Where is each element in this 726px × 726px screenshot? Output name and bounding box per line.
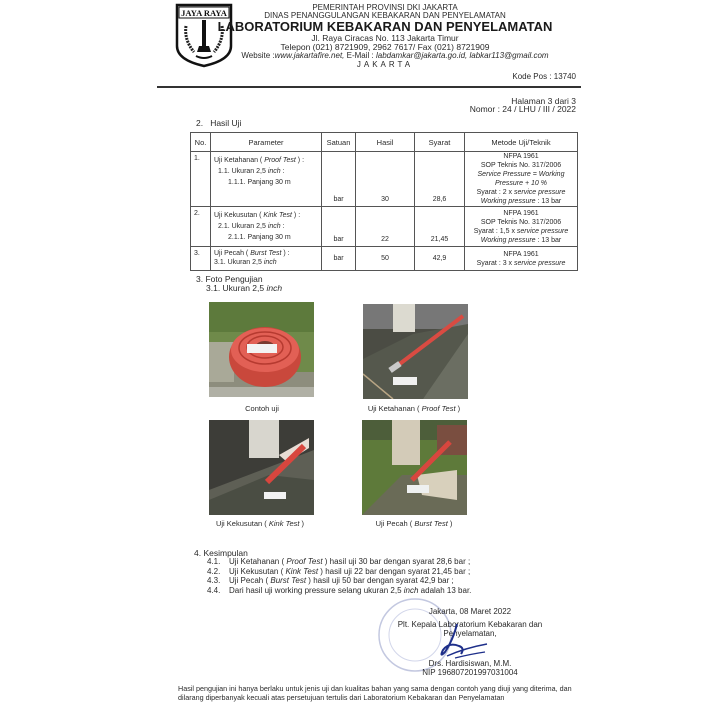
- conclusion-text: ) hasil uji 22 bar dengan syarat 21,45 bar ;: [318, 566, 471, 576]
- param-italic: Proof Test: [264, 157, 296, 164]
- header-lab-title: LABORATORIUM KEBAKARAN DAN PENYELAMATAN: [217, 19, 553, 34]
- row-result: 50: [356, 247, 415, 271]
- conclusion-text: adalah 13 bar.: [418, 585, 472, 595]
- row-parameter: [211, 207, 322, 247]
- row-no: 1.: [191, 152, 211, 207]
- jaya-raya-crest-logo: [174, 2, 234, 68]
- method-syarat: Syarat : 2 x: [476, 189, 514, 196]
- caption-text: ): [455, 404, 461, 413]
- conclusion-item: [207, 567, 471, 577]
- email-label: E-Mail :: [344, 51, 376, 60]
- page-indicator: Halaman 3 dari 3: [511, 96, 576, 106]
- col-syarat: Syarat: [415, 133, 465, 152]
- signature-title-line2: Penyelamatan,: [443, 629, 497, 638]
- header-government: PEMERINTAH PROVINSI DKI JAKARTA: [312, 3, 458, 12]
- footer-disclaimer: Hasil pengujian ini hanya berlaku untuk jenis uji dan kualitas bahan yang sama dengan contoh yang diuji yang diterima, dan dilarang diperbanyak kecuali atas persetujuan tertulis dari Laboratorium Kebakaran dan Penyelamatan: [178, 684, 572, 702]
- method-working: : 13 bar: [535, 236, 562, 244]
- caption-burst-test: [344, 519, 484, 528]
- conclusion-text: ) hasil uji 50 bar dengan syarat 42,9 bar ;: [306, 576, 454, 585]
- conclusion-item: [207, 586, 471, 596]
- param-subsub: 1.1.1. Panjang 30 m: [228, 179, 291, 186]
- header-address: Jl. Raya Ciracas No. 113 Jakarta Timur: [311, 33, 459, 43]
- document-number: Nomor : 24 / LHU / III / 2022: [469, 104, 576, 114]
- method-italic: Pressure + 10 %: [495, 180, 547, 187]
- conclusion-text: Uji Kekusutan (: [229, 566, 286, 576]
- param-subsub: 2.1.1. Panjang 30 m: [228, 234, 291, 241]
- param-main: Uji Ketahanan (: [214, 157, 265, 164]
- conclusion-text: Dari hasil uji working pressure selang ukuran 2,5: [229, 585, 404, 595]
- method-syarat: Syarat : 1,5 x: [473, 227, 517, 235]
- conclusion-number: 4.1.: [207, 557, 221, 566]
- method-syarat: Syarat : 3 x: [476, 259, 514, 267]
- section3-sub-italic: inch: [266, 283, 283, 293]
- section2-heading: [196, 118, 241, 128]
- photo-sample-hose: [209, 302, 314, 397]
- conclusion-item: [207, 557, 471, 567]
- param-sub-italic: inch: [263, 259, 277, 266]
- section3-sub: [206, 283, 282, 293]
- method-syarat-italic: service pressure: [514, 259, 566, 267]
- postcode: Kode Pos : 13740: [512, 72, 576, 81]
- conclusion-text: ) hasil uji 30 bar dengan syarat 28,6 bar ;: [322, 557, 471, 566]
- conclusion-number: 4.3.: [207, 576, 221, 585]
- caption-italic: Proof Test: [421, 404, 456, 413]
- col-hasil: Hasil: [356, 133, 415, 152]
- section3-heading: 3. Foto Pengujian: [196, 274, 263, 284]
- caption-text: Uji Ketahanan (: [367, 404, 422, 413]
- row-method: [465, 152, 578, 207]
- param-sub: 2.1. Ukuran 2,5: [218, 223, 268, 230]
- param-end: ) :: [295, 157, 305, 164]
- caption-text: Uji Kekusutan (: [215, 519, 269, 528]
- table-header-row: [191, 133, 578, 152]
- row-parameter: [211, 247, 322, 271]
- caption-italic: Kink Test: [268, 519, 300, 528]
- col-satuan: Satuan: [322, 133, 356, 152]
- table-row: [191, 207, 578, 247]
- conclusion-item: [207, 576, 471, 586]
- param-sub: 1.1. Ukuran 2,5: [218, 168, 268, 175]
- photo-burst-test: [362, 420, 467, 515]
- param-sub: 3.1. Ukuran 2,5: [214, 259, 264, 266]
- method-working-italic: Working pressure: [480, 198, 536, 205]
- caption-text: Uji Pecah (: [375, 519, 415, 528]
- caption-italic: Burst Test: [414, 519, 448, 528]
- conclusion-text: Uji Ketahanan (: [229, 557, 287, 566]
- signature-title-line1: Plt. Kepala Laboratorium Kebakaran dan: [397, 620, 543, 629]
- table-row: [191, 247, 578, 271]
- param-italic: Kink Test: [263, 212, 292, 219]
- caption-text: ): [299, 519, 305, 528]
- col-metode: Metode Uji/Teknik: [465, 133, 578, 152]
- param-sub-end: :: [280, 168, 285, 175]
- method-italic: Service Pressure = Working: [477, 171, 565, 178]
- param-sub-italic: inch: [267, 168, 281, 175]
- section4-heading: 4. Kesimpulan: [194, 548, 248, 558]
- conclusion-number: 4.2.: [207, 566, 221, 576]
- conclusion-number: 4.4.: [207, 585, 221, 595]
- param-end: ) :: [291, 212, 301, 219]
- row-requirement: 42,9: [415, 247, 465, 271]
- method-line: SOP Teknis No. 317/2006: [480, 162, 562, 169]
- conclusion-text: Uji Pecah (: [229, 576, 271, 585]
- email-link[interactable]: labdamkar@jakarta.go.id, labkar113@gmail.com: [375, 51, 549, 60]
- row-requirement: 21,45: [415, 207, 465, 247]
- row-result: 22: [356, 207, 415, 247]
- row-no: 3.: [191, 247, 211, 271]
- header-phone: Telepon (021) 8721909, 2962 7617/ Fax (021) 8721909: [280, 42, 490, 52]
- conclusion-italic: Proof Test: [286, 557, 323, 566]
- caption-sample: Contoh uji: [245, 404, 279, 413]
- col-no: No.: [191, 133, 211, 152]
- header-divider: [157, 86, 581, 88]
- row-unit: bar: [322, 207, 356, 247]
- param-end: ) :: [281, 250, 290, 257]
- row-parameter: [211, 152, 322, 207]
- row-no: 2.: [191, 207, 211, 247]
- method-line: SOP Teknis No. 317/2006: [480, 218, 562, 226]
- row-method: [465, 207, 578, 247]
- param-sub-italic: inch: [267, 223, 281, 230]
- row-requirement: 28,6: [415, 152, 465, 207]
- param-sub-end: :: [280, 223, 285, 230]
- caption-text: ): [447, 519, 453, 528]
- website-label: Website :: [241, 51, 275, 60]
- method-line: NFPA 1961: [503, 209, 539, 217]
- header-web-email: [230, 51, 560, 60]
- param-main: Uji Pecah (: [214, 250, 251, 257]
- svg-text:JAYA RAYA: JAYA RAYA: [181, 8, 227, 18]
- section2-number: 2.: [196, 118, 204, 128]
- table-row: [191, 152, 578, 207]
- header-agency: DINAS PENANGGULANGAN KEBAKARAN DAN PENYELAMATAN: [264, 11, 506, 20]
- method-line: NFPA 1961: [503, 250, 539, 258]
- conclusion-italic: inch: [403, 585, 419, 595]
- section3-sub-text: 3.1. Ukuran 2,5: [206, 283, 267, 293]
- conclusion-italic: Burst Test: [270, 576, 307, 585]
- row-result: 30: [356, 152, 415, 207]
- photo-kink-test: [209, 420, 314, 515]
- photo-proof-test: [363, 304, 468, 399]
- row-method: [465, 247, 578, 271]
- method-line: NFPA 1961: [503, 153, 539, 160]
- method-syarat-italic: service pressure: [516, 227, 569, 235]
- handwritten-signature: [425, 622, 495, 662]
- header-city: JAKARTA: [356, 60, 414, 69]
- signatory-name: Drs. Hardisiswan, M.M.: [428, 659, 512, 668]
- param-main: Uji Kekusutan (: [214, 212, 264, 219]
- conclusion-list: [207, 557, 471, 595]
- caption-proof-test: [344, 404, 484, 413]
- section2-title: Hasil Uji: [210, 118, 242, 128]
- row-unit: bar: [322, 247, 356, 271]
- conclusion-italic: Kink Test: [285, 566, 319, 576]
- method-syarat-italic: service pressure: [514, 189, 566, 196]
- test-results-table: [190, 132, 578, 271]
- col-parameter: Parameter: [211, 133, 322, 152]
- signatory-nip: NIP 196807201997031004: [422, 668, 518, 677]
- caption-kink-test: [190, 519, 330, 528]
- signature-place-date: Jakarta, 08 Maret 2022: [428, 607, 512, 616]
- website-link[interactable]: www.jakartafire.net,: [274, 51, 345, 60]
- row-unit: bar: [322, 152, 356, 207]
- param-italic: Burst Test: [250, 250, 282, 257]
- method-working: : 13 bar: [535, 198, 562, 205]
- method-working-italic: Working pressure: [480, 236, 536, 244]
